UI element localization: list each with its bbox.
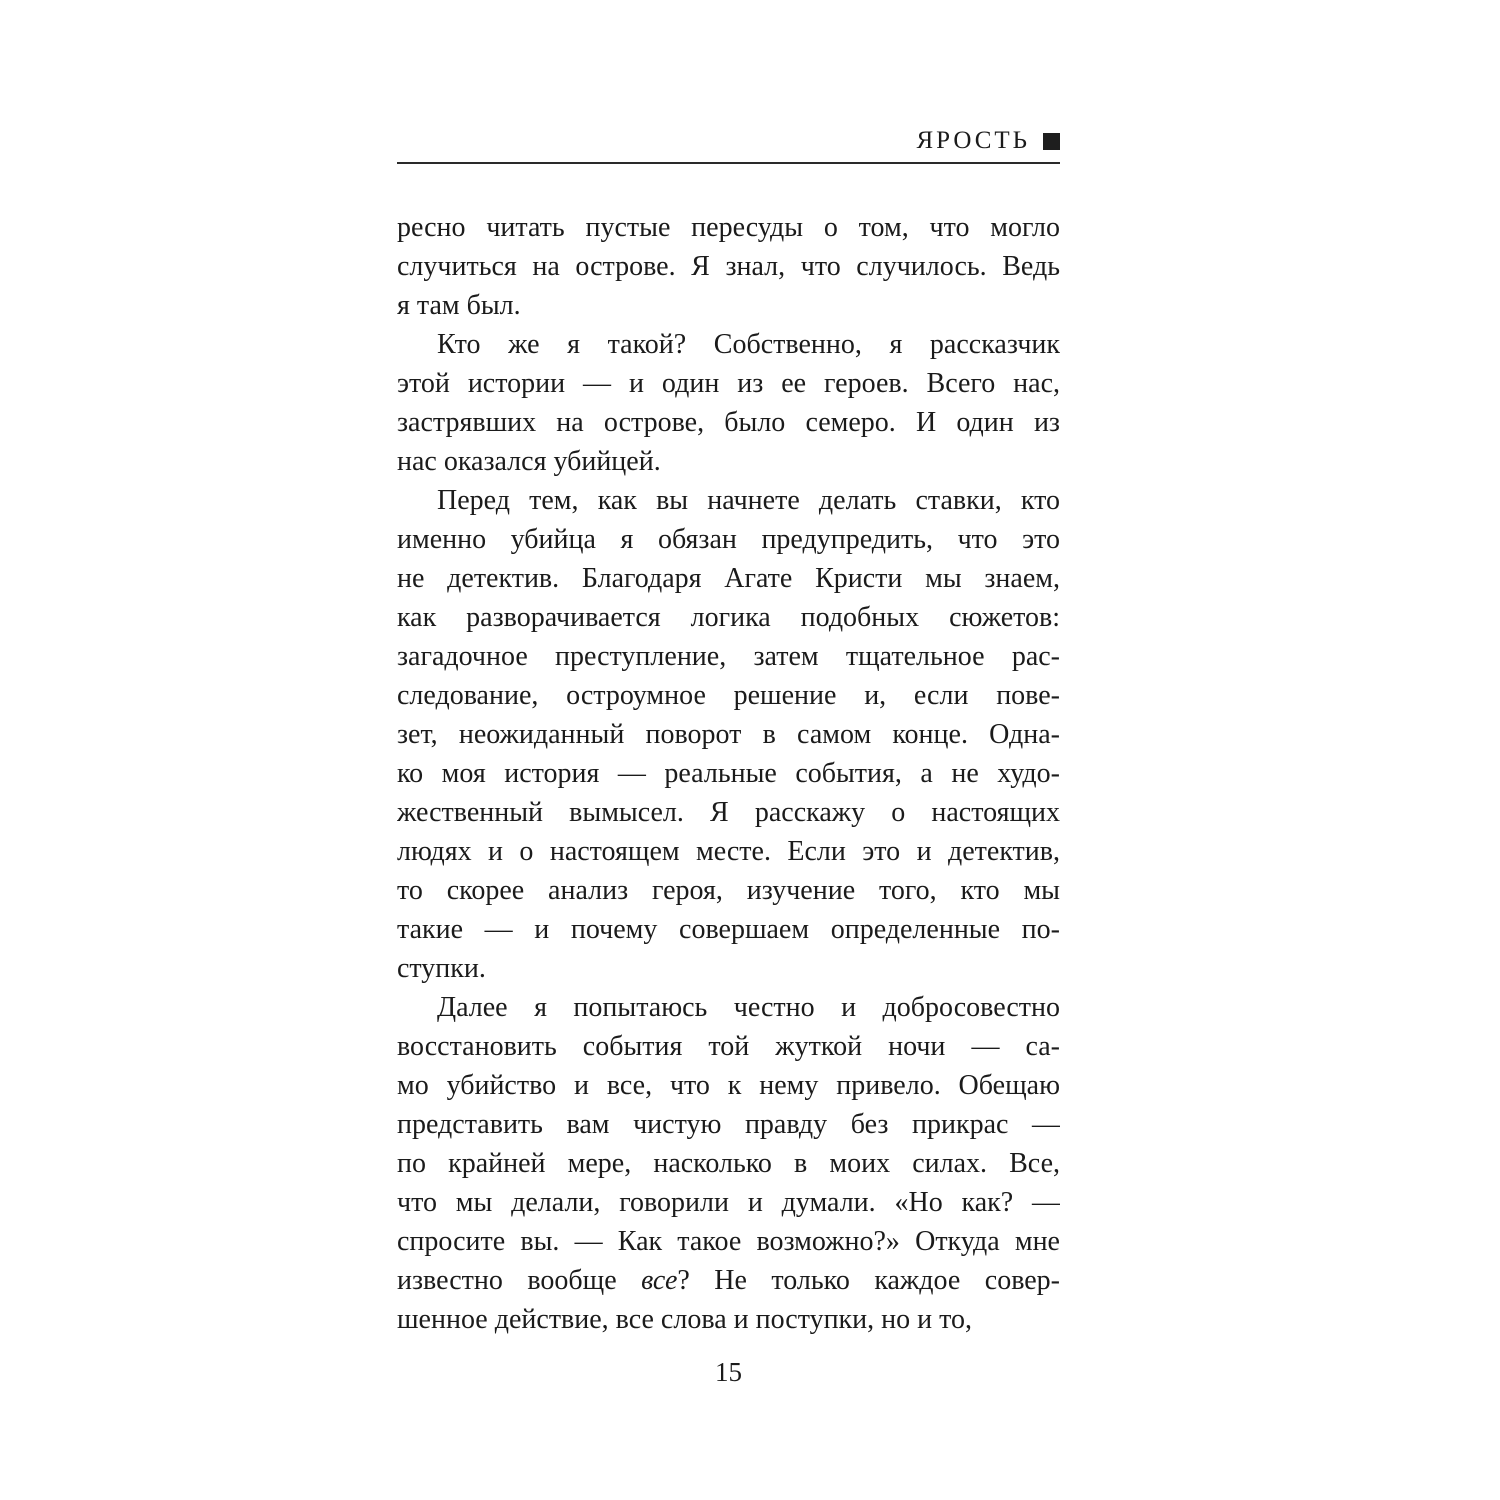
text-line: этой истории — и один из ее героев. Всего нас, <box>397 368 1060 399</box>
text-line: Перед тем, как вы начнете делать ставки, кто <box>437 485 1060 516</box>
text-line: случиться на острове. Я знал, что случилось. Ведь <box>397 251 1060 282</box>
text-line: жественный вымысел. Я расскажу о настоящих <box>397 797 1060 828</box>
text-line: известно вообще все? Не только каждое совер- <box>397 1265 1060 1296</box>
page-body <box>397 208 1060 1339</box>
text-line: нас оказался убийцей. <box>397 446 661 477</box>
page-number: 15 <box>715 1357 742 1387</box>
text-line: такие — и почему совершаем определенные по- <box>397 914 1060 945</box>
text-line: загадочное преступление, затем тщательное рас- <box>397 641 1060 672</box>
text-line: как разворачивается логика подобных сюжетов: <box>397 602 1060 633</box>
paragraph <box>397 325 1060 481</box>
text-line: ступки. <box>397 953 486 984</box>
text-line: то скорее анализ героя, изучение того, кто мы <box>397 875 1060 906</box>
running-header <box>397 128 1060 164</box>
text-column <box>397 128 1060 1388</box>
paragraph <box>397 988 1060 1339</box>
text-line: именно убийца я обязан предупредить, что это <box>397 524 1060 555</box>
text-line: я там был. <box>397 290 521 321</box>
text-line: что мы делали, говорили и думали. «Но как? — <box>397 1187 1060 1218</box>
text-line: Кто же я такой? Собственно, я рассказчик <box>437 329 1060 360</box>
text-line: спросите вы. — Как такое возможно?» Откуда мне <box>397 1226 1060 1257</box>
text-line: зет, неожиданный поворот в самом конце. Одна- <box>397 719 1060 750</box>
text-line: не детектив. Благодаря Агате Кристи мы знаем, <box>397 563 1060 594</box>
filled-square-icon <box>1043 133 1060 150</box>
text-line: застрявших на острове, было семеро. И один из <box>397 407 1060 438</box>
text-line: мо убийство и все, что к нему привело. Обещаю <box>397 1070 1060 1101</box>
text-line: представить вам чистую правду без прикрас — <box>397 1109 1060 1140</box>
text-line: шенное действие, все слова и поступки, но и то, <box>397 1304 972 1335</box>
paragraph <box>397 481 1060 988</box>
text-line: людях и о настоящем месте. Если это и детектив, <box>397 836 1060 867</box>
text-line: восстановить события той жуткой ночи — са- <box>397 1031 1060 1062</box>
text-line: Далее я попытаюсь честно и добросовестно <box>437 992 1060 1023</box>
paragraph <box>397 208 1060 325</box>
text-line: следование, остроумное решение и, если пове- <box>397 680 1060 711</box>
text-line: ресно читать пустые пересуды о том, что могло <box>397 212 1060 243</box>
text-line: по крайней мере, насколько в моих силах. Все, <box>397 1148 1060 1179</box>
running-header-title: ЯРОСТЬ <box>916 127 1030 154</box>
text-line: ко моя история — реальные события, а не худо- <box>397 758 1060 789</box>
